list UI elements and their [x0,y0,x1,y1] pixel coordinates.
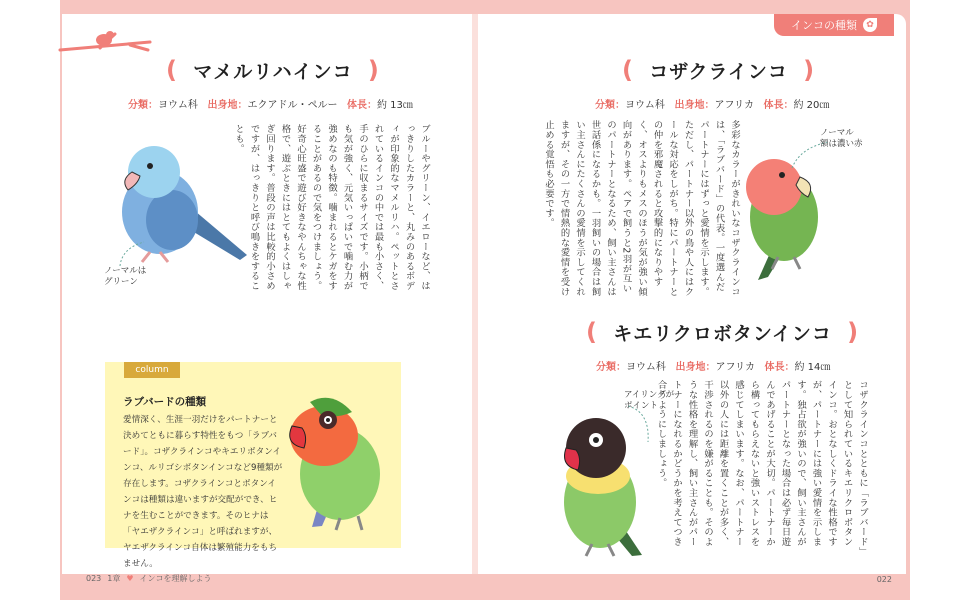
column-lovebird-illustration [282,382,392,532]
callout-text-1: ノーマルは グリーン [104,266,147,287]
species-meta-2: 分類：ヨウム科 出身地：アフリカ 体長：約 20㎝ [595,100,830,111]
column-body: 愛情深く、生涯一羽だけをパートナーと決めてともに暮らす特性をもつ「ラブバード」。コザクラインコやキエリボタンインコ、ルリゴシボタンインコなど9種類が存在します。コザクラインコとボタンインコは種類は違いますが交配ができ、ヒナを生むことができます。そのヒナは「ヤエザクラインコ」と呼ばれますが、ヤエザクラインコ自体は繁殖能力をもちません。 [123,415,283,569]
page-number-left: 023 [86,574,102,583]
chapter-title: インコを理解しよう [139,574,212,583]
species-text-3: コザクラインコとともに「ラブバード」として知られているキエリクロボタンインコ。おとなしくドライな性格ですが、パートナーには強い愛情を示します。独占欲が強いので、飼い主さんがパートナーとなった場合は必ず毎日遊んであげることが大切。パートナーから構ってもらえないと強いストレスを感じてしまいます。なお、パートナー以外の人には距離を置くことが多く、干渉されるのを嫌がることも。そのような性格を理解し、飼い主さんがパートナーになれるかどうかを考えてつき合うようにしましょう。 [655,380,868,552]
species-title-2: ( コザクラインコ ) [622,56,816,84]
section-title: インコの種類 [791,19,857,32]
callout-text-2: ノーマル 額は濃い赤 [820,128,863,149]
species-text-2: 多彩なカラーがきれいなコザクラインコは、「ラブバード」の代表。一度選んだパートナーにはずっと愛情を示します。ただし、パートナー以外の鳥や人にはクールな対応をしがち。特にパートナーとの仲を邪魔されると攻撃的になりやすく、オスよりもメスのほうが気が強い傾向があります。ペアで飼うと2羽が互いのパートナーとなるため、飼い主さんは世話係になるかも。一羽飼いの場合は飼い主さんにたくさんの愛情を示してくれますが、その一方で情熱的な愛情を受け止める覚悟も必要です。 [543,120,740,297]
branch-bird-icon [60,20,160,60]
species-title-3: ( キエリクロボタンインコ ) [586,318,860,346]
species-meta-3: 分類：ヨウム科 出身地：アフリカ 体長：約 14㎝ [596,362,831,373]
species-text-1: ブルーやグリーン、イエローなど、はっきりしたカラーと、丸みのあるボディが印象的なマメルリハ。ペットとされているインコの中では最も小さく、手のひらに収まるサイズです。小柄でも気が強く、元気いっぱいで噛む力が強めなのも特徴。噛まれるとケガをすることがあるので気をつけましょう。好奇心旺盛で遊び好きなやんちゃな性格で、遊ぶときにはとてもよくはしゃぎ回ります。普段の声は比較的小さめですが、はっきりと呼び鳴きをすることも。 [233,124,430,291]
leaf-icon: ✿ [863,18,877,32]
species-title-1: ( マメルリハインコ ) [166,56,380,84]
heart-icon: ♥ [126,574,134,583]
species-meta-1: 分類：ヨウム科 出身地：エクアドル・ペルー 体長：約 13㎝ [128,100,413,111]
callout-line-1 [118,238,148,268]
section-header-tab [774,14,894,36]
callout-text-3: アイリングが ポイント [624,390,675,411]
footer-left [86,573,212,584]
column-tag: column [124,362,180,378]
page-number-right: 022 [876,575,892,584]
chapter-number: 1章 [107,574,121,583]
column-heading: ラブバードの種類 [123,396,207,408]
